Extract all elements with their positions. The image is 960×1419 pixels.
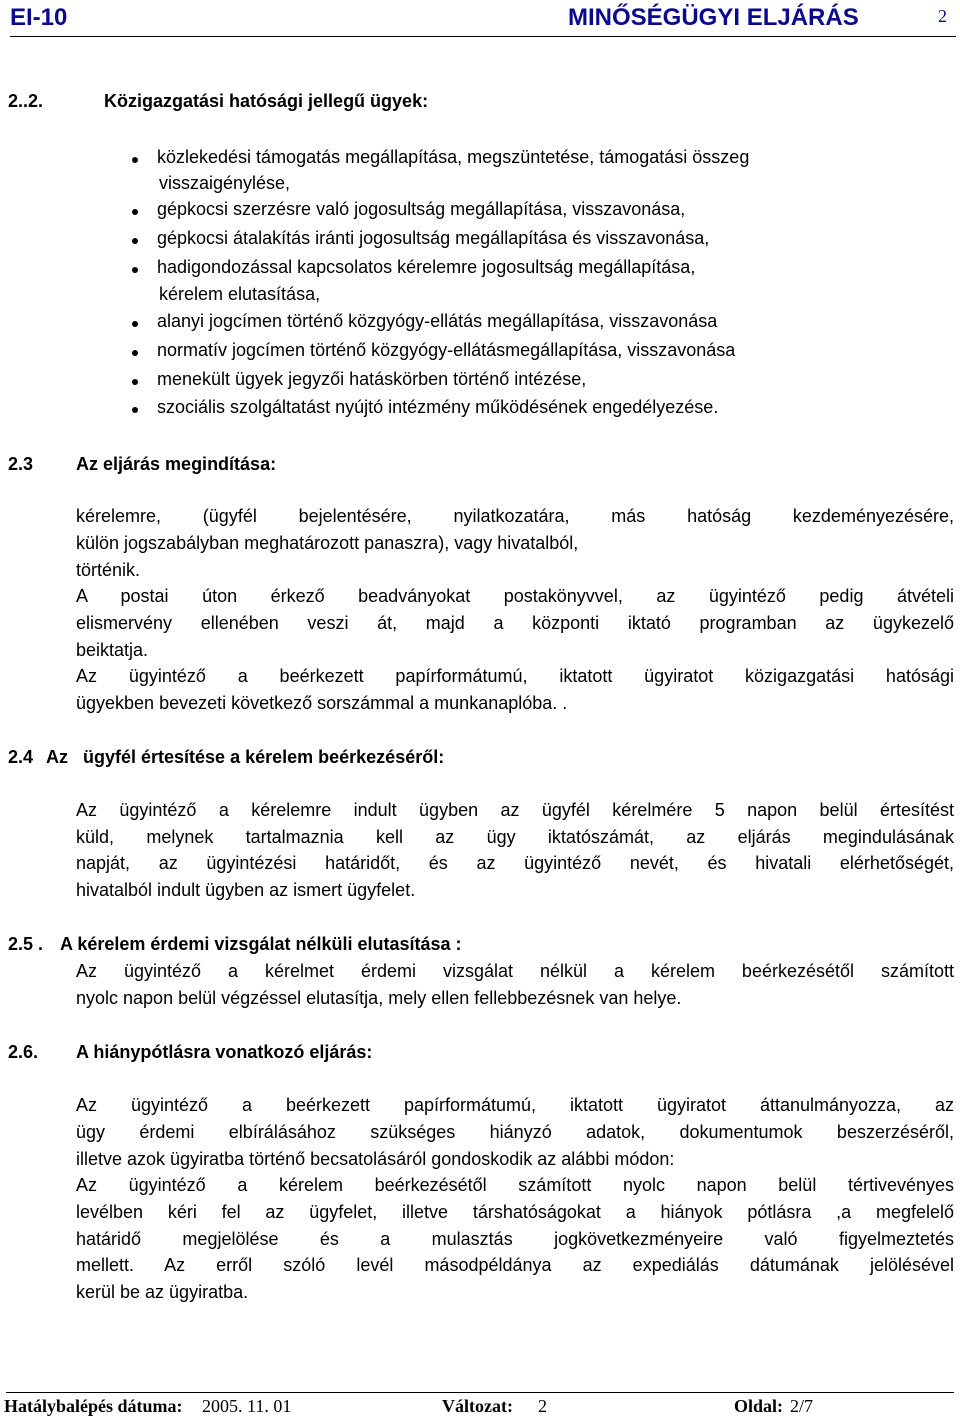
section-2-2-number: 2..2. (8, 91, 44, 111)
list-item: gépkocsi szerzésre való jogosultság megállapítása, visszavonása, (157, 199, 686, 219)
header-page-number: 2 (938, 6, 947, 26)
bullet-icon (132, 321, 138, 327)
section-2-3-heading: Az eljárás megindítása: (76, 454, 277, 474)
header-rule (10, 36, 956, 37)
section-2-2-heading: Közigazgatási hatósági jellegű ügyek: (104, 91, 429, 111)
footer-effective-label: Hatálybalépés dátuma: (4, 1396, 183, 1416)
list-item: gépkocsi átalakítás iránti jogosultság megállapítása és visszavonása, (157, 228, 710, 248)
paragraph-line: küld, melynek tartalmaznia kell az ügy iktatószámát, az eljárás megindulásának (76, 827, 954, 847)
bullet-icon (132, 157, 138, 163)
list-item: alanyi jogcímen történő közgyógy-ellátás megállapítása, visszavonása (157, 311, 718, 331)
paragraph-line: ügy érdemi elbírálásához szükséges hiányzó adatok, dokumentumok beszerzéséről, (76, 1122, 954, 1142)
list-item: szociális szolgáltatást nyújtó intézmény működésének engedélyezése. (157, 397, 719, 417)
paragraph-line: külön jogszabályban meghatározott panaszra), vagy hivatalból, (76, 533, 579, 553)
list-item: normatív jogcímen történő közgyógy-ellátásmegállapítása, visszavonása (157, 340, 736, 360)
footer-rule (6, 1392, 954, 1393)
footer-version-label: Változat: (442, 1396, 513, 1416)
paragraph-line: kérelemre, (ügyfél bejelentésére, nyilatkozatára, más hatóság kezdeményezésére, (76, 506, 954, 526)
bullet-icon (132, 379, 138, 385)
paragraph-line: Az ügyintéző a kérelmet érdemi vizsgálat nélkül a kérelem beérkezésétől számított (76, 961, 954, 981)
bullet-icon (132, 267, 138, 273)
doc-code: EI-10 (10, 4, 68, 31)
paragraph-line: illetve azok ügyiratba történő becsatolásáról gondoskodik az alábbi módon: (76, 1149, 675, 1169)
list-item: hadigondozással kapcsolatos kérelemre jogosultság megállapítása, (157, 257, 696, 277)
paragraph-line: A postai úton érkező beadványokat postakönyvvel, az ügyintéző pedig átvételi (76, 586, 954, 606)
bullet-icon (132, 407, 138, 413)
bullet-icon (132, 350, 138, 356)
paragraph-line: beiktatja. (76, 640, 149, 660)
list-item-continuation: kérelem elutasítása, (159, 284, 321, 304)
list-item-continuation: visszaigénylése, (159, 173, 291, 193)
paragraph-line: hivatalból indult ügyben az ismert ügyfelet. (76, 880, 416, 900)
paragraph-line: Az ügyintéző a beérkezett papírformátumú, iktatott ügyiratot közigazgatási hatósági (76, 666, 954, 686)
paragraph-line: történik. (76, 560, 141, 580)
section-2-4-number: 2.4 (8, 747, 34, 767)
section-2-3-number: 2.3 (8, 454, 34, 474)
paragraph-line: Az ügyintéző a kérelemre indult ügyben az ügyfél kérelmére 5 napon belül értesítést (76, 800, 954, 820)
section-2-4-heading: Az ügyfél értesítése a kérelem beérkezéséről: (46, 747, 445, 767)
paragraph-line: elismervény ellenében veszi át, majd a központi iktató programban az ügykezelő (76, 613, 954, 633)
paragraph-line: határidő megjelölése és a mulasztás jogkövetkezményeire való figyelmeztetés (76, 1229, 954, 1249)
bullet-icon (132, 209, 138, 215)
paragraph-line: napját, az ügyintézési határidőt, és az ügyintéző nevét, és hivatali elérhetőségét, (76, 853, 954, 873)
paragraph-line: Az ügyintéző a kérelem beérkezésétől számított nyolc napon belül tértivevényes (76, 1175, 954, 1195)
paragraph-line: kerül be az ügyiratba. (76, 1282, 249, 1302)
footer-version: 2 (538, 1396, 547, 1416)
section-2-5-number: 2.5 . (8, 934, 44, 954)
list-item: menekült ügyek jegyzői hatáskörben történő intézése, (157, 369, 587, 389)
section-2-5-heading: A kérelem érdemi vizsgálat nélküli elutasítása : (60, 934, 462, 954)
paragraph-line: mellett. Az erről szóló levél másodpéldánya az expediálás dátumának jelölésével (76, 1255, 954, 1275)
paragraph-line: nyolc napon belül végzéssel elutasítja, mely ellen fellebbezésnek van helye. (76, 988, 682, 1008)
bullet-icon (132, 238, 138, 244)
footer-effective-date: 2005. 11. 01 (202, 1396, 292, 1416)
section-2-6-heading: A hiánypótlásra vonatkozó eljárás: (76, 1042, 373, 1062)
footer-page-label: Oldal: (734, 1396, 784, 1416)
paragraph-line: ügyekben bevezeti következő sorszámmal a munkanaplóba. . (76, 693, 568, 713)
doc-title: MINŐSÉGÜGYI ELJÁRÁS (568, 4, 859, 31)
section-2-6-number: 2.6. (8, 1042, 39, 1062)
list-item: közlekedési támogatás megállapítása, megszüntetése, támogatási összeg (157, 147, 750, 167)
paragraph-line: Az ügyintéző a beérkezett papírformátumú, iktatott ügyiratot áttanulmányozza, az (76, 1095, 954, 1115)
paragraph-line: levélben kéri fel az ügyfelet, illetve társhatóságokat a hiányok pótlásra ,a megfelelő (76, 1202, 954, 1222)
footer-page: 2/7 (790, 1396, 814, 1416)
